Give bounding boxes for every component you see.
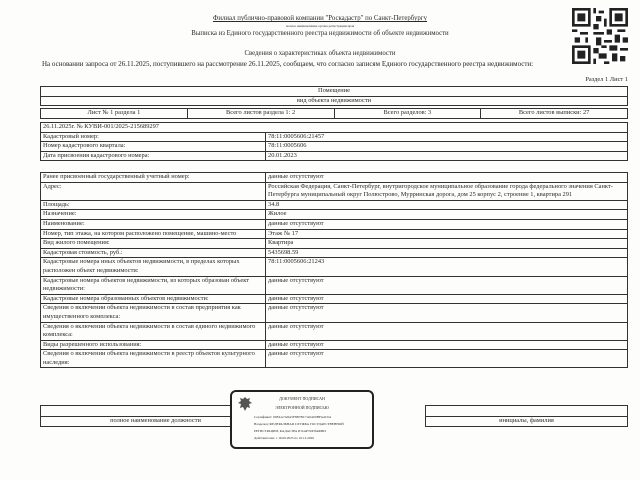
org-note: полное наименование органа регистрации прав — [285, 24, 355, 28]
row-value: Этаж № 17 — [266, 229, 628, 239]
table-row — [41, 210, 628, 220]
object-type-caption: вид объекта недвижимости — [41, 96, 628, 106]
row-value: 78:11:0005606:21243 — [266, 258, 628, 276]
table-row — [41, 142, 628, 152]
sheets-in-section: Всего листов раздела 1: 2 — [187, 109, 334, 119]
table-row — [41, 294, 628, 304]
row-label: Наименование: — [41, 219, 266, 229]
row-label: Виды разрешенного использования: — [41, 340, 266, 350]
row-label: Кадастровый номер: — [41, 132, 266, 142]
row-value: данные отсутствуют — [266, 322, 628, 340]
table-row — [41, 239, 628, 249]
row-label: Вид жилого помещения: — [41, 239, 266, 249]
row-label: Кадастровые номера объектов недвижимости, из которых образован объект недвижимости: — [41, 276, 266, 294]
row-value: данные отсутствуют — [266, 340, 628, 350]
row-value: Жилое — [266, 210, 628, 220]
row-value: 34.8 — [266, 200, 628, 210]
row-label: Назначение: — [41, 210, 266, 220]
row-value: данные отсутствуют — [266, 173, 628, 183]
intro-text: На основании запроса от 26.11.2025, поступившего на рассмотрение 26.11.2025, сообщаем, что согласно записям Единого государственного реестра недвижимости: — [42, 60, 534, 68]
characteristics-table — [40, 172, 628, 368]
position-caption: полное наименование должности — [41, 417, 271, 427]
org-name: Филиал публично-правовой компании "Роскадастр" по Санкт-Петербургу — [213, 15, 427, 22]
qr-code-icon — [572, 8, 628, 64]
row-label: Адрес: — [41, 182, 266, 200]
row-label: Номер кадастрового квартала: — [41, 142, 266, 152]
table-row — [41, 151, 628, 161]
request-number: 26.11.2025г. № КУВИ-001/2025-215689297 — [41, 123, 628, 133]
object-type-table — [40, 86, 628, 106]
table-row — [41, 322, 628, 340]
row-value: данные отсутствуют — [266, 294, 628, 304]
stamp-subtitle: ЭЛЕКТРОННОЙ ПОДПИСЬЮ — [275, 405, 329, 410]
document-subtitle: Сведения о характеристиках объекта недвижимости — [244, 50, 396, 57]
table-row — [41, 132, 628, 142]
row-label: Ранее присвоенный государственный учетный номер: — [41, 173, 266, 183]
object-type: Помещение — [41, 87, 628, 97]
electronic-signature-stamp — [230, 390, 374, 449]
table-row — [41, 304, 628, 322]
table-row — [41, 350, 628, 368]
table-row — [41, 173, 628, 183]
stamp-owner-cont: РЕГИСТРАЦИИ, КАДАСТРА И КАРТОГРАФИИ — [254, 429, 326, 433]
section-label: Раздел 1 Лист 1 — [585, 76, 628, 83]
row-value: данные отсутствуют — [266, 219, 628, 229]
table-row — [41, 229, 628, 239]
row-label: Сведения о включении объекта недвижимости в состав единого недвижимого комплекса: — [41, 322, 266, 340]
table-row — [41, 248, 628, 258]
table-row — [41, 258, 628, 276]
row-value: Российская Федерация, Санкт-Петербург, внутригородское муниципальное образование города федерального значения Санкт-Петербурга муниципальный округ Полюстрово, Мурринская дорога, дом 25 корпус 2, строение 1, квартира 291 — [266, 182, 628, 200]
table-row — [41, 219, 628, 229]
stamp-certificate: Сертификат: 00FAA7A8A5F6B7BC7A0A00BFA4C0A — [254, 415, 332, 419]
stamp-validity: Действителен: с 16.09.2025 по 10.12.2026 — [254, 436, 314, 440]
row-value: Квартира — [266, 239, 628, 249]
stamp-title: ДОКУМЕНТ ПОДПИСАН — [279, 396, 325, 401]
name-caption: инициалы, фамилия — [426, 417, 628, 427]
row-value: данные отсутствуют — [266, 350, 628, 368]
identification-table — [40, 122, 628, 161]
table-row — [41, 182, 628, 200]
sheets-total: Всего листов выписки: 27 — [481, 109, 628, 119]
row-label: Кадастровые номера иных объектов недвижимости, в пределах которых расположен объект недвижимости: — [41, 258, 266, 276]
stamp-owner: Владелец: ФЕДЕРАЛЬНАЯ СЛУЖБА ГОСУДАРСТВЕННОЙ — [254, 422, 344, 426]
row-value: 5435698.59 — [266, 248, 628, 258]
sheet-info-table — [40, 108, 628, 119]
assignment-date: 20.01.2023 — [266, 151, 628, 161]
row-label: Дата присвоения кадастрового номера: — [41, 151, 266, 161]
cadastral-quarter: 78:11:0005606 — [266, 142, 628, 152]
row-label: Кадастровые номера образованных объектов недвижимости: — [41, 294, 266, 304]
row-value: данные отсутствуют — [266, 304, 628, 322]
row-label: Сведения о включении объекта недвижимости в реестр объектов культурного наследия: — [41, 350, 266, 368]
row-label: Кадастровая стоимость, руб.: — [41, 248, 266, 258]
table-row — [41, 200, 628, 210]
sheet-number: Лист № 1 раздела 1 — [41, 109, 188, 119]
row-value: данные отсутствуют — [266, 276, 628, 294]
row-label: Площадь: — [41, 200, 266, 210]
row-label: Сведения о включении объекта недвижимости в состав предприятия как имущественного комплекса: — [41, 304, 266, 322]
row-label: Номер, тип этажа, на котором расположено помещение, машино-место — [41, 229, 266, 239]
cadastral-number: 78:11:0005606:21457 — [266, 132, 628, 142]
document-title: Выписка из Единого государственного реестра недвижимости об объекте недвижимости — [191, 30, 449, 37]
sections-total: Всего разделов: 3 — [334, 109, 481, 119]
table-row — [41, 276, 628, 294]
table-row — [41, 340, 628, 350]
